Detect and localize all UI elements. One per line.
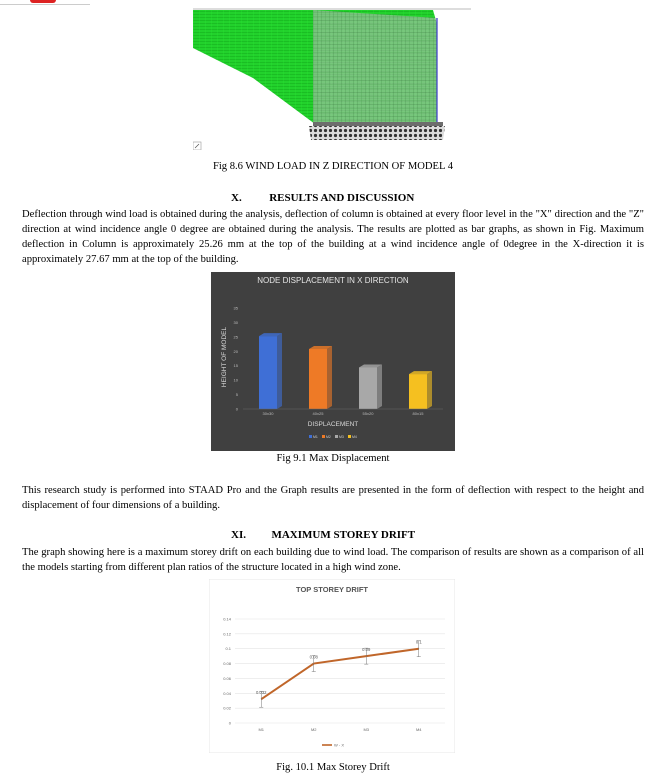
chart2-ytick: 0.08 — [223, 661, 231, 667]
section-x-heading — [231, 192, 451, 204]
chart1-ytick: 5 — [235, 392, 238, 398]
chart2-data-label: 0.09 — [362, 647, 371, 653]
chart2-category-label: M3 — [363, 727, 370, 732]
chart1-bar — [409, 374, 427, 409]
chart2-legend-label: W - X — [334, 742, 344, 748]
chart1-legend-label: M1 — [313, 435, 318, 439]
chart1-legend-swatch — [335, 435, 338, 438]
section-x-title: RESULTS AND DISCUSSION — [269, 192, 415, 204]
figure-10-1-caption: Fig. 10.1 Max Storey Drift — [276, 762, 390, 773]
chart1-xlabel: DISPLACEMENT — [307, 421, 359, 428]
chart1-title: NODE DISPLACEMENT IN X DIRECTION — [257, 276, 409, 285]
chart1-bar-side — [327, 346, 332, 409]
chart2-category-label: M4 — [415, 727, 422, 732]
chart1-legend-swatch — [322, 435, 325, 438]
chart1-category-label: 80x15 — [412, 411, 424, 416]
chart2-data-label: 0.032 — [256, 690, 267, 696]
chart2-category-label: M1 — [258, 727, 265, 732]
chart1-legend-label: M3 — [339, 435, 344, 439]
section-xi-title: MAXIMUM STOREY DRIFT — [271, 529, 416, 541]
chart1-bar-side — [277, 333, 282, 409]
chart1-bar — [359, 367, 377, 409]
chart2-ytick: 0.1 — [225, 646, 231, 652]
chart2-data-label: 0.1 — [415, 639, 422, 645]
chart1-ylabel: HEIGHT OF MODEL — [221, 326, 228, 388]
section-x-paragraph: Deflection through wind load is obtained during the analysis, deflection of column is obtained at every floor level in the "X" direction and the "Z" direction at wind incidence angle 0 degree are obtained during the analysis. The results are plotted as bar graphs, as shown in Fig. Maximum deflection in Column is approximately 25.26 mm at the top of the building at a wind incidence angle of 0degree in the X-direction it is approximately 27.67 mm at the top of the building. — [22, 209, 644, 265]
chart2-ytick: 0.12 — [223, 631, 231, 637]
chart2-category-label: M2 — [310, 727, 317, 732]
node-displacement-chart — [211, 272, 455, 451]
logo — [0, 0, 90, 5]
chart2-ytick: 0 — [228, 720, 231, 726]
chart2-data-label: 0.08 — [309, 654, 318, 660]
chart2-ytick: 0.04 — [223, 690, 231, 696]
chart1-bar — [259, 336, 277, 409]
chart1-category-label: 40x25 — [312, 411, 324, 416]
chart1-ytick: 0 — [235, 406, 238, 412]
top-storey-drift-chart — [209, 579, 455, 753]
chart1-bar — [309, 349, 327, 409]
chart1-bar-side — [377, 364, 382, 409]
chart1-legend-label: M2 — [326, 435, 331, 439]
chart1-ytick: 25 — [233, 334, 238, 340]
chart2-ytick: 0.02 — [223, 705, 231, 711]
chart1-category-label: 55x20 — [362, 411, 374, 416]
chart1-ytick: 35 — [233, 305, 238, 311]
chart1-legend-swatch — [309, 435, 312, 438]
section-xi-number: XI. — [231, 529, 246, 541]
chart2-ytick: 0.14 — [223, 616, 231, 622]
figure-9-1-caption: Fig 9.1 Max Displacement — [276, 453, 390, 464]
chart1-ytick: 20 — [233, 348, 238, 354]
chart1-legend-swatch — [348, 435, 351, 438]
chart1-category-label: 30x30 — [262, 411, 274, 416]
figure-8-6-caption: Fig 8.6 WIND LOAD IN Z DIRECTION OF MODEL 4 — [212, 161, 454, 172]
section-xi-heading — [231, 529, 471, 541]
chart1-ytick: 15 — [233, 363, 238, 369]
model-wind-load-figure — [193, 8, 471, 150]
chart1-ytick: 10 — [233, 377, 238, 383]
chart2-title: TOP STOREY DRIFT — [296, 585, 368, 594]
section-x-number: X. — [231, 192, 242, 204]
chart1-bar-side — [427, 371, 432, 409]
section-xi-paragraph: The graph showing here is a maximum storey drift on each building due to wind load. The comparison of results are shown as a comparison of all the models starting from different plan ratios of the structure located in a high wind zone. — [22, 547, 644, 573]
chart2-ytick: 0.06 — [223, 675, 231, 681]
research-paragraph: This research study is performed into STAAD Pro and the Graph results are presented in the form of deflection with respect to the height and displacement of four dimensions of a building. — [22, 485, 644, 511]
chart1-ytick: 30 — [233, 319, 238, 325]
chart1-legend-label: M4 — [352, 435, 357, 439]
